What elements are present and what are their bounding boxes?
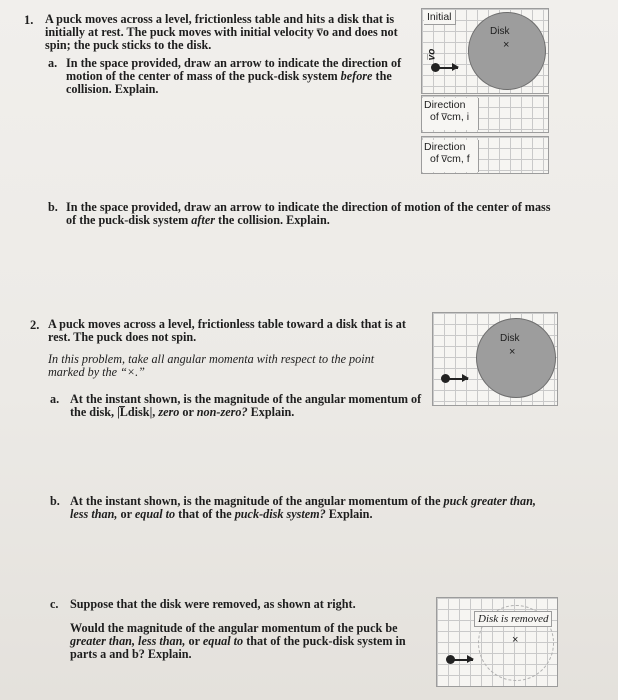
question-1-number: 1. (24, 13, 34, 27)
q1-text-line-1: A puck moves across a level, frictionless table and hits a disk that is (45, 12, 395, 26)
q1-text-line-3: spin; the puck sticks to the disk. (45, 38, 212, 52)
q1-disk (468, 12, 546, 90)
initial-label: Initial (424, 10, 456, 25)
q2c-line-3: greater than, less than, or equal to that of the puck-disk system in (70, 634, 406, 648)
q1a-marker: a. (48, 56, 58, 70)
q2-text-line-1: A puck moves across a level, frictionless table toward a disk that is at (48, 317, 406, 331)
q2a-marker: a. (50, 392, 60, 406)
direction-cm-i-label: Direction of v̅cm, i (422, 98, 479, 130)
q2-disk-label: Disk (500, 333, 520, 344)
q2-italic-line-1: In this problem, take all angular momenta with respect to the point (48, 352, 375, 366)
q1-text-line-2: initially at rest. The puck moves with initial velocity v̅o and does not (45, 25, 398, 39)
q2-disk (476, 318, 556, 398)
q2c-line-1: Suppose that the disk were removed, as shown at right. (70, 597, 356, 611)
q1a-line-1: In the space provided, draw an arrow to indicate the direction of (66, 56, 402, 70)
question-2-number: 2. (30, 318, 40, 332)
q1a-line-2: motion of the center of mass of the puck-disk system before the (66, 69, 392, 83)
q1a-line-3: collision. Explain. (66, 82, 159, 96)
q2b-marker: b. (50, 494, 60, 508)
q1b-marker: b. (48, 200, 58, 214)
q1-x-mark: × (503, 39, 510, 51)
q2-velocity-arrow (448, 378, 468, 380)
q2a-line-1: At the instant shown, is the magnitude of the angular momentum of (70, 392, 422, 406)
q2-text-line-2: rest. The puck does not spin. (48, 330, 197, 344)
disk-removed-label: Disk is removed (474, 611, 552, 627)
q1-velocity-label: v̅o (426, 48, 438, 61)
q1-disk-label: Disk (490, 26, 510, 37)
q2a-line-2: the disk, |L̅disk|, zero or non-zero? Explain. (70, 405, 295, 419)
q2c-x-mark: × (512, 634, 519, 646)
q2b-line-2: less than, or equal to that of the puck-disk system? Explain. (70, 507, 373, 521)
q2c-velocity-arrow (453, 659, 473, 661)
q1-velocity-arrow (438, 67, 458, 69)
q1b-line-1: In the space provided, draw an arrow to indicate the direction of motion of the center of mass (66, 200, 551, 214)
q2c-line-2: Would the magnitude of the angular momentum of the puck be (70, 621, 398, 635)
q2-x-mark: × (509, 346, 516, 358)
q2b-line-1: At the instant shown, is the magnitude of the angular momentum of the puck greater than, (70, 494, 536, 508)
q2-italic-line-2: marked by the “×.” (48, 365, 145, 379)
q1b-line-2: of the puck-disk system after the collision. Explain. (66, 213, 330, 227)
direction-cm-f-label: Direction of v̅cm, f (422, 140, 479, 172)
q2c-line-4: parts a and b? Explain. (70, 647, 192, 661)
q2c-marker: c. (50, 597, 59, 611)
